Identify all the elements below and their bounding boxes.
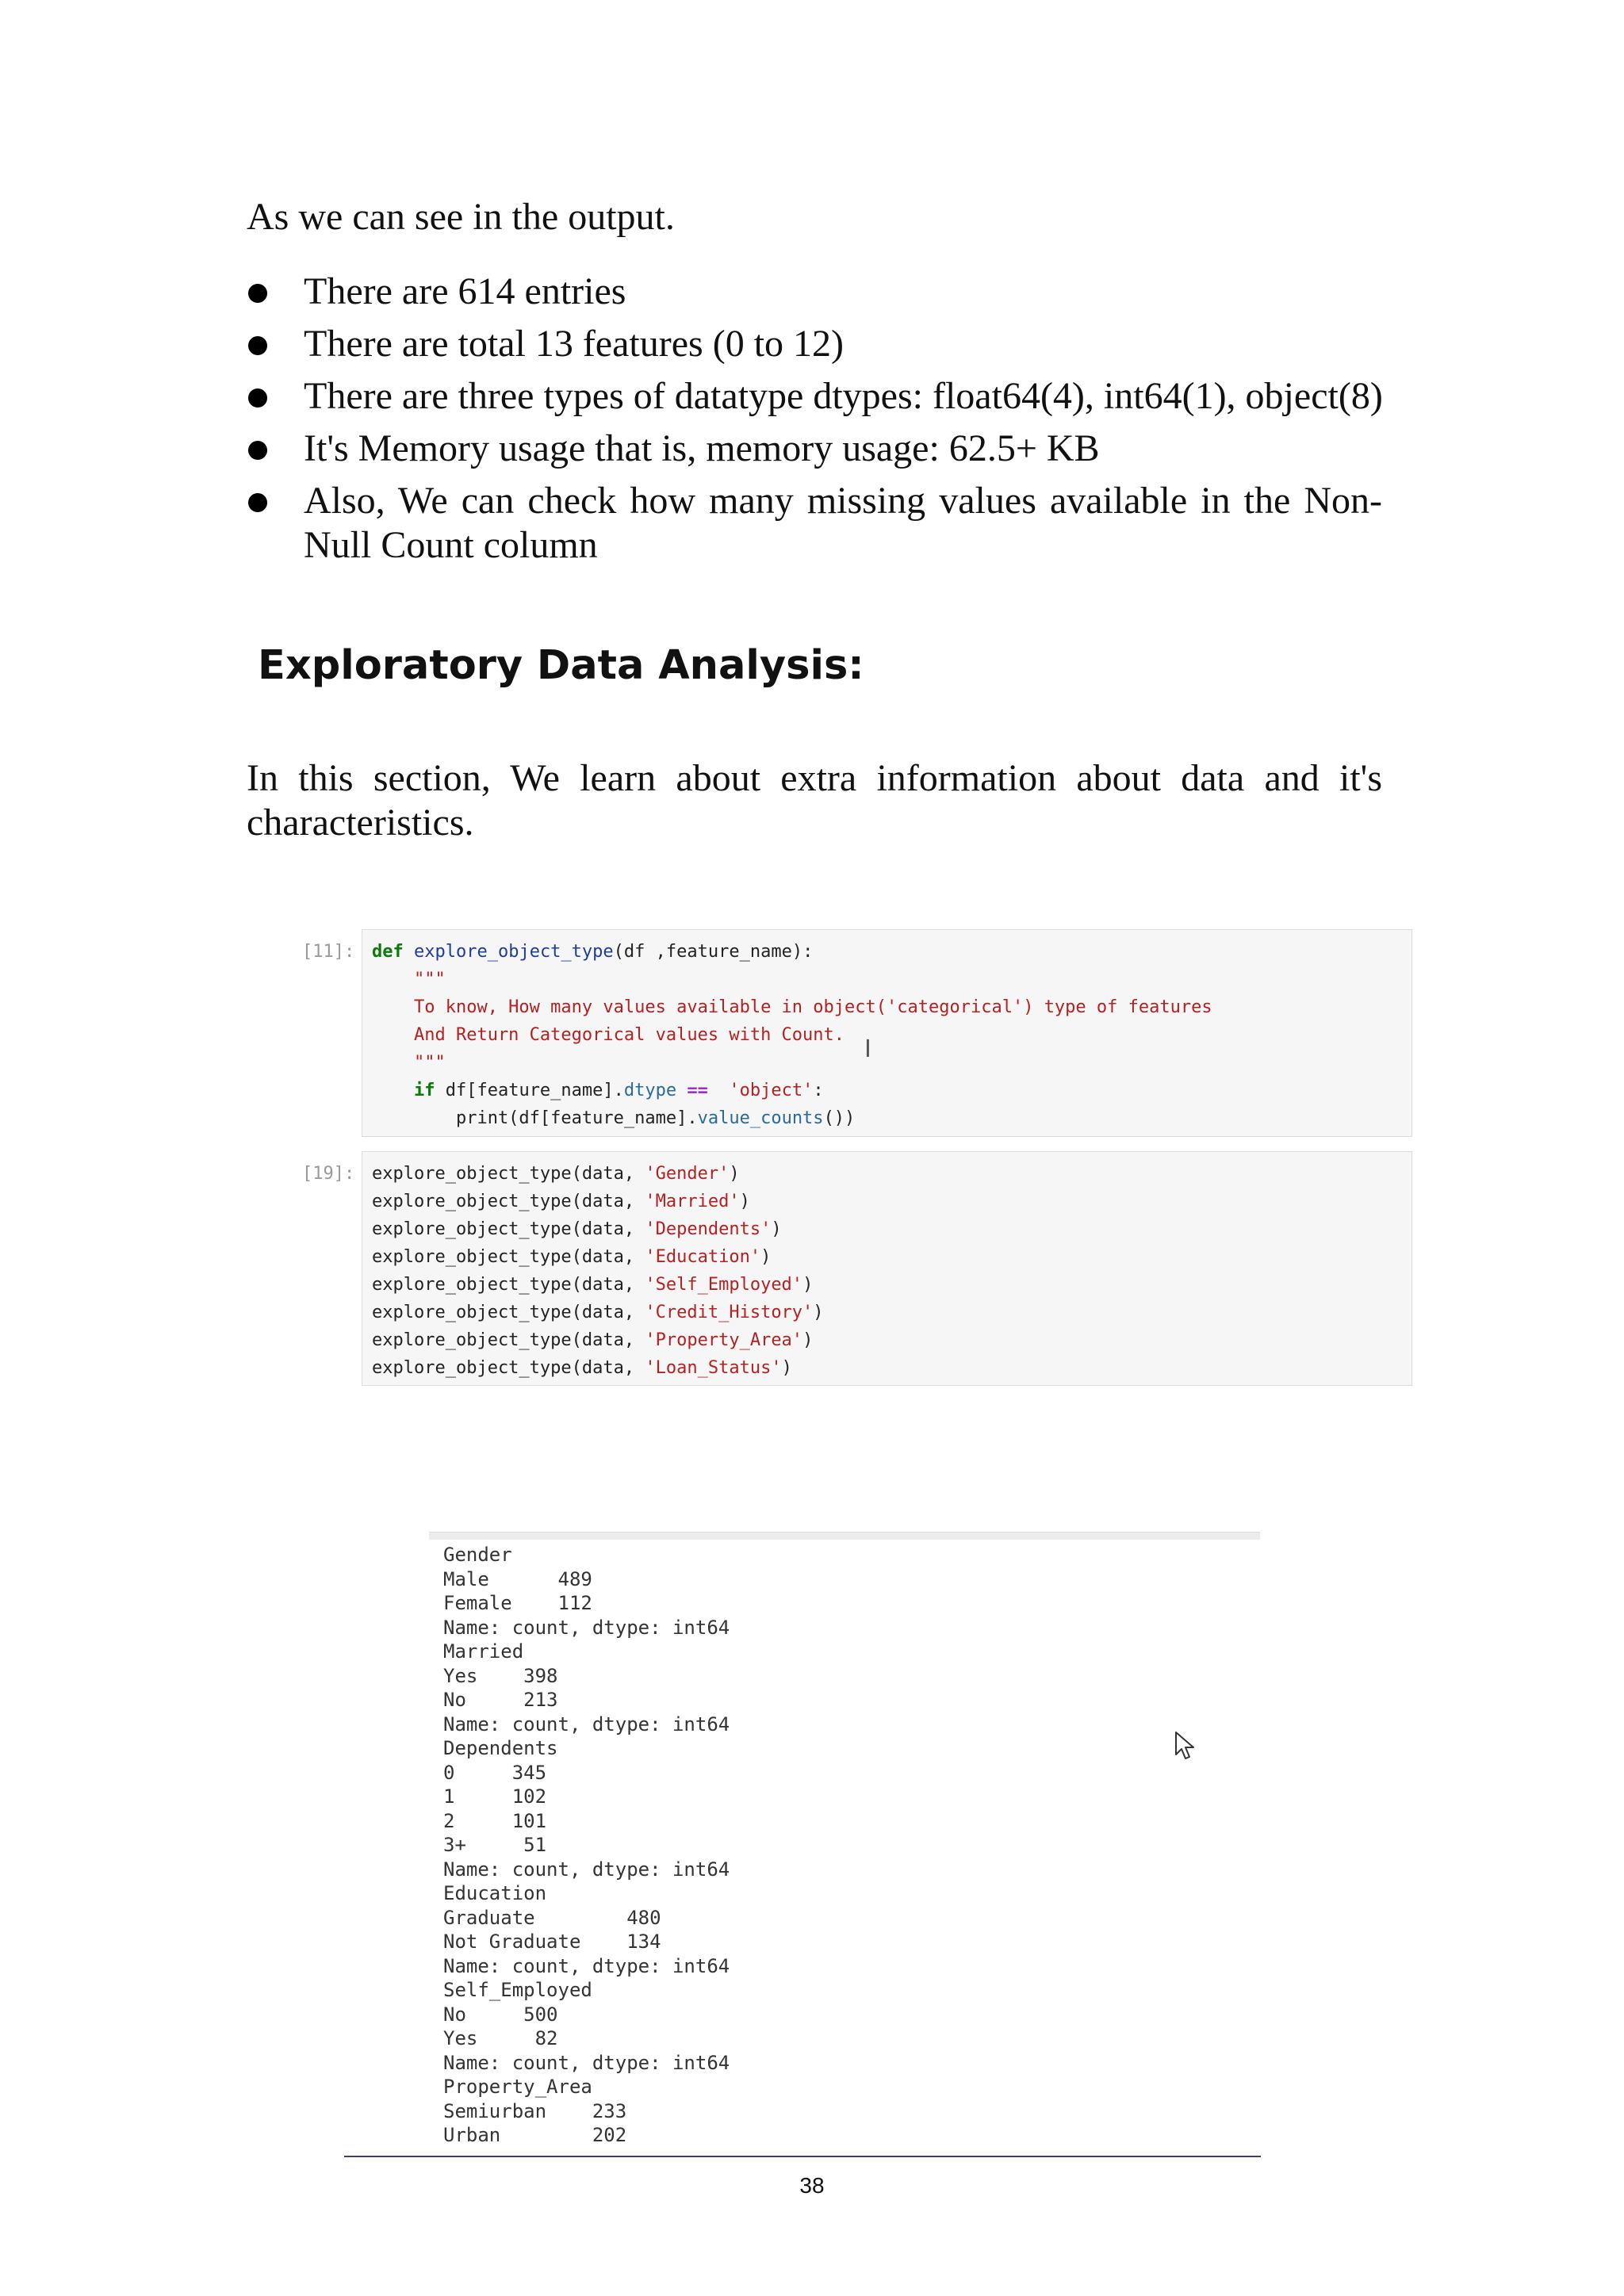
code-line: explore_object_type(data, 'Property_Area') [372,1330,814,1350]
output-line: Yes 398 [443,1664,558,1687]
bullet-dot-icon [248,284,267,303]
bullet-dot-icon [248,336,267,355]
output-line: No 213 [443,1689,558,1711]
page-number: 38 [799,2173,825,2198]
cell-output-panel[interactable] [429,1532,1260,2158]
bullet-item: Also, We can check how many missing values available in the Non-Null Count column [247,479,1382,568]
output-line: Female 112 [443,1592,592,1614]
code-line: explore_object_type(data, 'Loan_Status') [372,1358,792,1378]
section-paragraph: In this section, We learn about extra information about data and it's characteristics. [247,757,1382,844]
output-scroll-edge [429,1532,1260,1540]
output-line: Gender [443,1544,512,1566]
code-cell-call-function [302,1151,1412,1386]
output-line: Yes 82 [443,2027,558,2049]
output-line: Male 489 [443,1567,592,1590]
output-line: 0 345 [443,1761,547,1784]
section-heading: Exploratory Data Analysis: [258,642,864,689]
output-line: Name: count, dtype: int64 [443,1858,730,1881]
code-line: explore_object_type(data, 'Gender') [372,1164,740,1184]
intro-text: As we can see in the output. [247,196,675,238]
output-bottom-border [344,2156,1261,2157]
bullet-dot-icon [248,388,267,408]
bullet-item: There are three types of datatype dtypes: float64(4), int64(1), object(8) [247,374,1388,419]
output-line: Semiurban 233 [443,2099,627,2122]
output-line: Property_Area [443,2076,592,2098]
summary-bullet-list [247,270,1388,576]
output-line: Name: count, dtype: int64 [443,2051,730,2074]
code-line: And Return Categorical values with Count. [372,1025,845,1045]
cell-prompt: [11]: [302,942,355,962]
output-line: Graduate 480 [443,1906,661,1929]
code-editor[interactable] [362,929,1412,1137]
output-line: Name: count, dtype: int64 [443,1712,730,1735]
output-line: Name: count, dtype: int64 [443,1616,730,1639]
code-line: def explore_object_type(df ,feature_name): [372,942,814,962]
output-line: Dependents [443,1737,558,1759]
cell-prompt: [19]: [302,1164,355,1184]
output-line: 1 102 [443,1785,547,1808]
bullet-item: It's Memory usage that is, memory usage: 62.5+ KB [247,427,1388,471]
code-line: print(df[feature_name].value_counts()) [372,1108,856,1128]
output-line: No 500 [443,2003,558,2026]
output-line: Not Graduate 134 [443,1931,661,1953]
output-line: Urban 202 [443,2124,627,2146]
code-line: explore_object_type(data, 'Credit_History') [372,1303,824,1322]
bullet-dot-icon [248,493,267,512]
output-line: 2 101 [443,1809,547,1832]
output-text [443,1543,730,2148]
bullet-item: There are total 13 features (0 to 12) [247,322,1388,366]
bullet-item: There are 614 entries [247,270,1388,314]
output-line: Married [443,1640,524,1663]
output-line: Name: count, dtype: int64 [443,1954,730,1977]
code-line: if df[feature_name].dtype == 'object': [413,1081,824,1100]
output-line: 3+ 51 [443,1834,547,1856]
code-line: explore_object_type(data, 'Education') [372,1247,772,1267]
code-line: explore_object_type(data, 'Self_Employed') [372,1275,814,1295]
code-cell-define-function [302,929,1412,1137]
output-line: Self_Employed [443,1979,592,2001]
code-line: """ [372,970,446,989]
output-line: Education [443,1882,547,1904]
code-editor[interactable] [362,1151,1412,1386]
text-cursor-icon: I [864,1035,871,1063]
code-line: explore_object_type(data, 'Dependents') [372,1219,782,1239]
code-line: explore_object_type(data, 'Married') [372,1192,750,1211]
bullet-dot-icon [248,441,267,460]
code-line: """ [372,1053,446,1073]
mouse-pointer-icon [1174,1731,1199,1762]
code-line: To know, How many values available in object('categorical') type of features [372,997,1212,1017]
